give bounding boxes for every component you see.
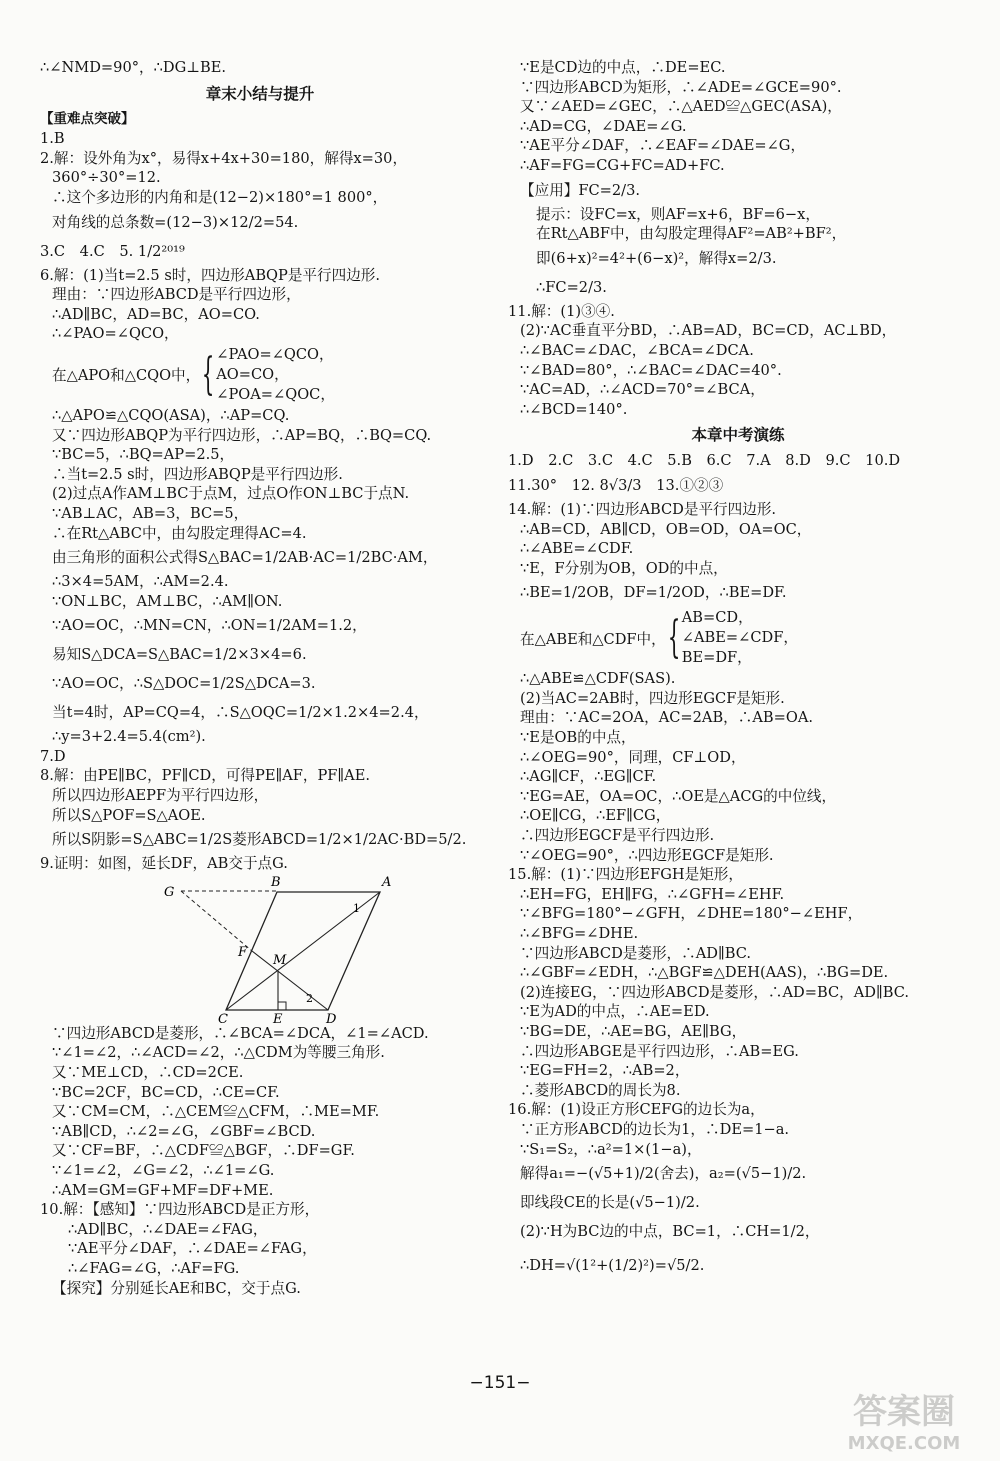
text-line: 理由：∵AC=2OA，AC=2AB，∴AB=OA. bbox=[520, 709, 813, 727]
text-line: ∵AO=OC，∴S△DOC=1/2S△DCA=3. bbox=[52, 675, 316, 693]
brace-symbol: { bbox=[667, 612, 681, 664]
text-line: ∵四边形ABCD为矩形，∴∠ADE=∠GCE=90°. bbox=[520, 78, 842, 96]
text-line: ∴AB=CD，AB∥CD，OB=OD，OA=OC， bbox=[520, 520, 812, 538]
angle-label-2: 2 bbox=[306, 991, 313, 1005]
watermark-brand: 答案圈 bbox=[853, 1392, 955, 1432]
label-e: E bbox=[273, 1011, 283, 1024]
text-line: 又∵CM=CM，∴△CEM≌△CFM，∴ME=MF. bbox=[52, 1103, 380, 1121]
condition-line: ∠POA=∠QOC， bbox=[216, 385, 335, 403]
text-line: ∴∠OEG=90°，同理，CF⊥OD， bbox=[520, 748, 746, 766]
text-line: ∴∠NMD=90°，∴DG⊥BE. bbox=[40, 59, 226, 76]
text-line: ∵∠BAD=80°，∴∠BAC=∠DAC=40°. bbox=[520, 361, 782, 379]
text-line: ∵四边形ABCD是菱形，∴AD∥BC. bbox=[520, 944, 752, 962]
label-a: A bbox=[382, 874, 392, 890]
answer-line: 8.解：由PE∥BC，PF∥CD，可得PE∥AF，PF∥AE. bbox=[40, 767, 370, 785]
text-line: ∵E，F分别为OB，OD的中点， bbox=[520, 559, 728, 577]
text-line: ∴BE=1/2OB，DF=1/2OD，∴BE=DF. bbox=[520, 584, 787, 602]
text-line: ∴∠PAO=∠QCO， bbox=[52, 325, 179, 343]
text-line: ∵AO=OC，∴MN=CN，∴ON=1/2AM=1.2， bbox=[52, 617, 367, 635]
text-line: ∵∠1=∠2，∠G=∠2，∴∠1=∠G. bbox=[52, 1162, 275, 1179]
angle-label-1: 1 bbox=[353, 901, 360, 915]
text-line: ∵∠BFG=180°−∠GFH，∠DHE=180°−∠EHF， bbox=[520, 905, 863, 923]
text-line: (2)过点A作AM⊥BC于点M，过点O作ON⊥BC于点N. bbox=[52, 485, 410, 503]
text-line: (2)∵AC垂直平分BD，∴AB=AD，BC=CD，AC⊥BD， bbox=[520, 322, 897, 340]
text-line: ∴y=3+2.4=5.4(cm²). bbox=[52, 728, 206, 746]
answer-line: 10.解：【感知】∵四边形ABCD是正方形， bbox=[40, 1201, 320, 1219]
answer-line: 1.B bbox=[40, 130, 65, 148]
text-line: ∴∠BFG=∠DHE. bbox=[520, 925, 639, 942]
text-line: ∵S₁=S₂，∴a²=1×(1−a)， bbox=[520, 1140, 702, 1158]
text-line: ∴△APO≌△CQO(ASA)，∴AP=CQ. bbox=[52, 406, 290, 424]
text-line: 对角线的总条数=(12−3)×12/2=54. bbox=[52, 213, 299, 231]
text-line: ∵AE平分∠DAF，∴∠DAE=∠FAG， bbox=[68, 1240, 317, 1258]
text-line: ∴3×4=5AM，∴AM=2.4. bbox=[52, 573, 229, 591]
text-line: ∴DH=√(1²+(1/2)²)=√5/2. bbox=[520, 1257, 705, 1275]
text-line: ∵EG=AE，OA=OC，∴OE是△ACG的中位线， bbox=[520, 787, 837, 805]
text-line: 提示：设FC=x，则AF=x+6，BF=6−x， bbox=[536, 205, 820, 223]
page-number: −151− bbox=[469, 1373, 531, 1393]
text-line: 当t=4时，AP=CQ=4，∴S△OQC=1/2×1.2×4=2.4， bbox=[52, 704, 429, 722]
line-fd bbox=[252, 951, 328, 1010]
text-line: ∴OE∥CG，∴EF∥CG， bbox=[520, 807, 671, 825]
text-line: ∴∠BCD=140°. bbox=[520, 400, 628, 418]
text-line: ∴∠FAG=∠G，∴AF=FG. bbox=[68, 1259, 240, 1277]
text-line: 又∵CF=BF，∴△CDF≌△BGF，∴DF=GF. bbox=[52, 1142, 355, 1160]
text-line: ∴AD∥BC，∴∠DAE=∠FAG， bbox=[68, 1220, 268, 1238]
text-line: 易知S△DCA=S△BAC=1/2×3×4=6. bbox=[52, 646, 307, 664]
text-line: ∴AM=GM=GF+MF=DF+ME. bbox=[52, 1181, 274, 1199]
text-line: 在△ABE和△CDF中， bbox=[520, 630, 666, 648]
dashed-gf bbox=[181, 891, 252, 951]
label-g: G bbox=[164, 884, 175, 900]
condition-line: ∠ABE=∠CDF， bbox=[681, 629, 798, 647]
text-line: ∴AF=FG=CG+FC=AD+FC. bbox=[520, 156, 725, 174]
brace-symbol: { bbox=[201, 348, 215, 400]
text-line: ∵BC=5，∴BQ=AP=2.5， bbox=[52, 446, 235, 464]
text-line: 所以S阴影=S△ABC=1/2S菱形ABCD=1/2×1/2AC·BD=5/2. bbox=[52, 831, 467, 849]
text-line: ∵E为AD的中点，∴AE=ED. bbox=[520, 1003, 710, 1021]
answer-line: 14.解：(1)∵四边形ABCD是平行四边形. bbox=[508, 500, 777, 518]
brace-system bbox=[40, 344, 480, 406]
answer-line: 2.解：设外角为x°，易得x+4x+30=180，解得x=30， bbox=[40, 149, 408, 167]
label-d: D bbox=[326, 1011, 337, 1024]
text-line: ∵AE平分∠DAF，∴∠EAF=∠DAE=∠G， bbox=[520, 137, 806, 155]
text-line: ∵E是OB的中点， bbox=[520, 729, 636, 747]
text-line: ∵BG=DE，∴AE=BG，AE∥BG， bbox=[520, 1022, 747, 1040]
text-line: ∴这个多边形的内角和是(12−2)×180°=1 800°， bbox=[52, 188, 388, 206]
text-line: 【探究】分别延长AE和BC，交于点G. bbox=[52, 1279, 301, 1297]
text-line: ∴AD∥BC，AD=BC，AO=CO. bbox=[52, 305, 260, 323]
condition-line: ∠PAO=∠QCO， bbox=[216, 345, 334, 363]
right-column bbox=[508, 58, 968, 1286]
label-m: M bbox=[273, 952, 287, 968]
text-line: 360°÷30°=12. bbox=[52, 169, 161, 187]
condition-line: BE=DF， bbox=[681, 649, 752, 667]
text-line: 理由：∵四边形ABCD是平行四边形， bbox=[52, 286, 301, 304]
text-line: ∵ON⊥BC，AM⊥BC，∴AM∥ON. bbox=[52, 592, 283, 610]
right-angle-mark bbox=[278, 1002, 286, 1010]
text-line: ∴EH=FG，EH∥FG，∴∠GFH=∠EHF. bbox=[520, 885, 785, 903]
text-line: ∴FC=2/3. bbox=[536, 278, 607, 296]
text-line: ∴∠ABE=∠CDF. bbox=[520, 540, 634, 558]
text-line: 【应用】FC=2/3. bbox=[520, 181, 641, 199]
text-line: ∵BC=2CF，BC=CD，∴CE=CF. bbox=[52, 1083, 280, 1101]
text-line: ∴AD=CG，∠DAE=∠G. bbox=[520, 117, 687, 135]
text-line: ∴AG∥CF，∴EG∥CF. bbox=[520, 768, 657, 786]
text-line: ∴在Rt△ABC中，由勾股定理得AC=4. bbox=[52, 524, 307, 542]
chapter-summary-heading: 章末小结与提升 bbox=[205, 84, 315, 103]
text-line: ∴△ABE≌△CDF(SAS). bbox=[520, 670, 676, 688]
text-line: ∵正方形ABCD的边长为1，∴DE=1−a. bbox=[520, 1120, 790, 1138]
answer-line: 3.C 4.C 5. 1/2²⁰¹⁹ bbox=[40, 242, 185, 260]
brace-system bbox=[508, 607, 968, 669]
watermark-site: MXQE.COM bbox=[847, 1433, 961, 1454]
exam-practice-heading: 本章中考演练 bbox=[691, 426, 785, 445]
text-line: 即线段CE的长是(√5−1)/2. bbox=[520, 1194, 700, 1212]
text-line: ∴当t=2.5 s时，四边形ABQP是平行四边形. bbox=[52, 465, 343, 483]
text-line: ∴∠BAC=∠DAC，∠BCA=∠DCA. bbox=[520, 341, 754, 359]
watermark-logo bbox=[814, 1383, 994, 1455]
text-line: (2)连接EG，∵四边形ABCD是菱形，∴AD=BC，AD∥BC. bbox=[520, 983, 909, 1001]
answer-line: 11.解：(1)③④. bbox=[508, 302, 615, 320]
text-line: ∵AC=AD，∴∠ACD=70°=∠BCA， bbox=[520, 381, 765, 399]
text-line: ∵AB∥CD，∴∠2=∠G，∠GBF=∠BCD. bbox=[52, 1122, 316, 1140]
left-column bbox=[40, 58, 480, 1298]
text-line: ∴四边形ABGE是平行四边形，∴AB=EG. bbox=[520, 1042, 799, 1060]
text-line: ∴四边形EGCF是平行四边形. bbox=[520, 827, 715, 845]
text-line: 在△APO和△CQO中， bbox=[52, 367, 201, 385]
answer-line: 16.解：(1)设正方形CEFG的边长为a， bbox=[508, 1101, 765, 1119]
text-line: ∵E是CD边的中点，∴DE=EC. bbox=[520, 59, 726, 76]
label-f: F bbox=[238, 944, 248, 960]
rhombus-figure bbox=[40, 874, 480, 1024]
condition-line: AO=CO， bbox=[216, 365, 289, 383]
text-line: 即(6+x)²=4²+(6−x)²，解得x=2/3. bbox=[536, 249, 777, 267]
text-line: (2)当AC=2AB时，四边形EGCF是矩形. bbox=[520, 689, 785, 707]
text-line: ∵∠1=∠2，∴∠ACD=∠2，∴△CDM为等腰三角形. bbox=[52, 1044, 385, 1062]
text-line: 在Rt△ABF中，由勾股定理得AF²=AB²+BF²， bbox=[536, 225, 847, 243]
answer-line: 15.解：(1)∵四边形EFGH是矩形， bbox=[508, 866, 743, 884]
text-line: 解得a₁=−(√5+1)/2(舍去)，a₂=(√5−1)/2. bbox=[520, 1165, 807, 1183]
text-line: 又∵ME⊥CD，∴CD=2CE. bbox=[52, 1064, 244, 1082]
brace-conditions bbox=[216, 345, 335, 405]
text-line: (2)∵H为BC边的中点，BC=1，∴CH=1/2， bbox=[520, 1223, 820, 1241]
label-b: B bbox=[271, 874, 281, 890]
text-line: 所以S△POF=S△AOE. bbox=[52, 806, 206, 824]
answer-line: 1.D 2.C 3.C 4.C 5.B 6.C 7.A 8.D 9.C 10.D bbox=[508, 452, 901, 470]
text-line: 由三角形的面积公式得S△BAC=1/2AB·AC=1/2BC·AM， bbox=[52, 549, 438, 567]
condition-line: AB=CD， bbox=[681, 609, 753, 627]
text-line: ∴∠GBF=∠EDH，∴△BGF≌△DEH(AAS)，∴BG=DE. bbox=[520, 964, 889, 982]
label-c: C bbox=[218, 1011, 228, 1024]
text-line: ∵∠OEG=90°，∴四边形EGCF是矩形. bbox=[520, 846, 774, 864]
text-line: ∵EG=FH=2，∴AB=2， bbox=[520, 1062, 690, 1080]
answer-line: 11.30° 12. 8√3/3 13.①②③ bbox=[508, 476, 724, 494]
answer-line: 9.证明：如图，延长DF，AB交于点G. bbox=[40, 855, 288, 873]
rhombus-diagram bbox=[160, 874, 400, 1024]
text-line: 所以四边形AEPF为平行四边形， bbox=[52, 787, 269, 805]
text-line: ∵四边形ABCD是菱形，∴∠BCA=∠DCA，∠1=∠ACD. bbox=[52, 1024, 429, 1042]
brace-conditions bbox=[682, 608, 798, 668]
text-line: 又∵∠AED=∠GEC，∴△AED≌△GEC(ASA)， bbox=[520, 98, 842, 116]
answer-line: 6.解：(1)当t=2.5 s时，四边形ABQP是平行四边形. bbox=[40, 266, 381, 284]
section-label: 【重难点突破】 bbox=[40, 110, 135, 127]
text-line: ∴菱形ABCD的周长为8. bbox=[520, 1081, 681, 1099]
text-line: 又∵四边形ABQP为平行四边形，∴AP=BQ，∴BQ=CQ. bbox=[52, 426, 432, 444]
answer-line: 7.D bbox=[40, 747, 66, 765]
text-line: ∵AB⊥AC，AB=3，BC=5， bbox=[52, 504, 249, 522]
